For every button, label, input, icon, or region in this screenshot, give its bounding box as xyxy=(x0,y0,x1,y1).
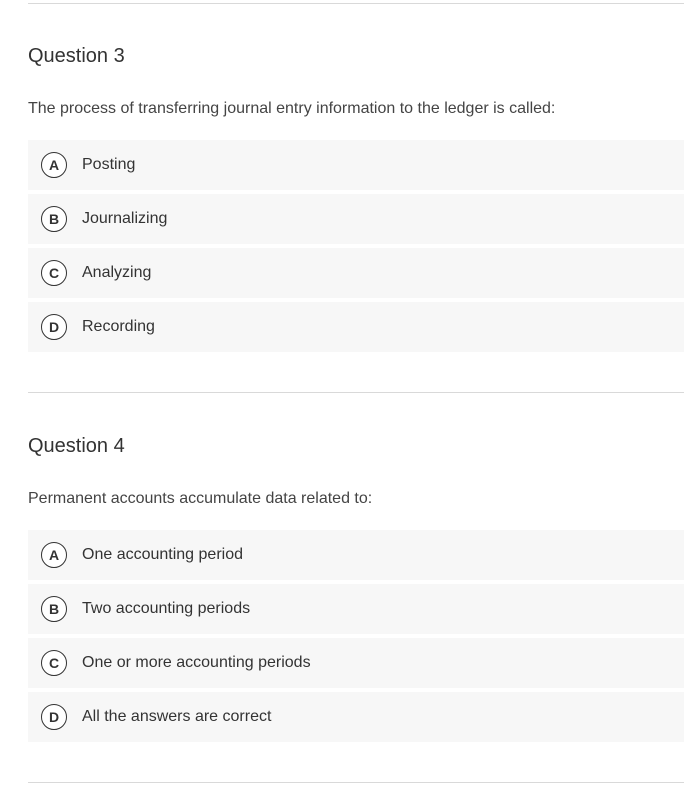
option-letter-badge: D xyxy=(41,704,67,730)
question-text: The process of transferring journal entry information to the ledger is called: xyxy=(28,100,556,117)
option-b[interactable] xyxy=(28,194,684,244)
option-label: One accounting period xyxy=(82,546,243,563)
option-b[interactable] xyxy=(28,584,684,634)
option-label: Posting xyxy=(82,156,136,173)
option-label: Analyzing xyxy=(82,264,152,281)
question-title: Question 4 xyxy=(28,435,125,457)
question-title: Question 3 xyxy=(28,45,125,67)
option-c[interactable] xyxy=(28,638,684,688)
option-label: Two accounting periods xyxy=(82,600,251,617)
option-label: Recording xyxy=(82,318,155,335)
question-text: Permanent accounts accumulate data related to: xyxy=(28,490,373,507)
option-letter-badge: D xyxy=(41,314,67,340)
section-divider xyxy=(28,782,684,783)
option-label: One or more accounting periods xyxy=(82,654,311,671)
option-a[interactable] xyxy=(28,140,684,190)
option-letter-badge: B xyxy=(41,596,67,622)
option-a[interactable] xyxy=(28,530,684,580)
option-d[interactable] xyxy=(28,302,684,352)
option-letter-badge: B xyxy=(41,206,67,232)
section-divider xyxy=(28,392,684,393)
answer-options xyxy=(28,530,684,746)
answer-options xyxy=(28,140,684,356)
option-letter-badge: C xyxy=(41,260,67,286)
option-d[interactable] xyxy=(28,692,684,742)
option-letter-badge: A xyxy=(41,542,67,568)
section-divider xyxy=(28,3,684,4)
option-letter-badge: A xyxy=(41,152,67,178)
option-label: All the answers are correct xyxy=(82,708,272,725)
option-c[interactable] xyxy=(28,248,684,298)
option-letter-badge: C xyxy=(41,650,67,676)
option-label: Journalizing xyxy=(82,210,168,227)
